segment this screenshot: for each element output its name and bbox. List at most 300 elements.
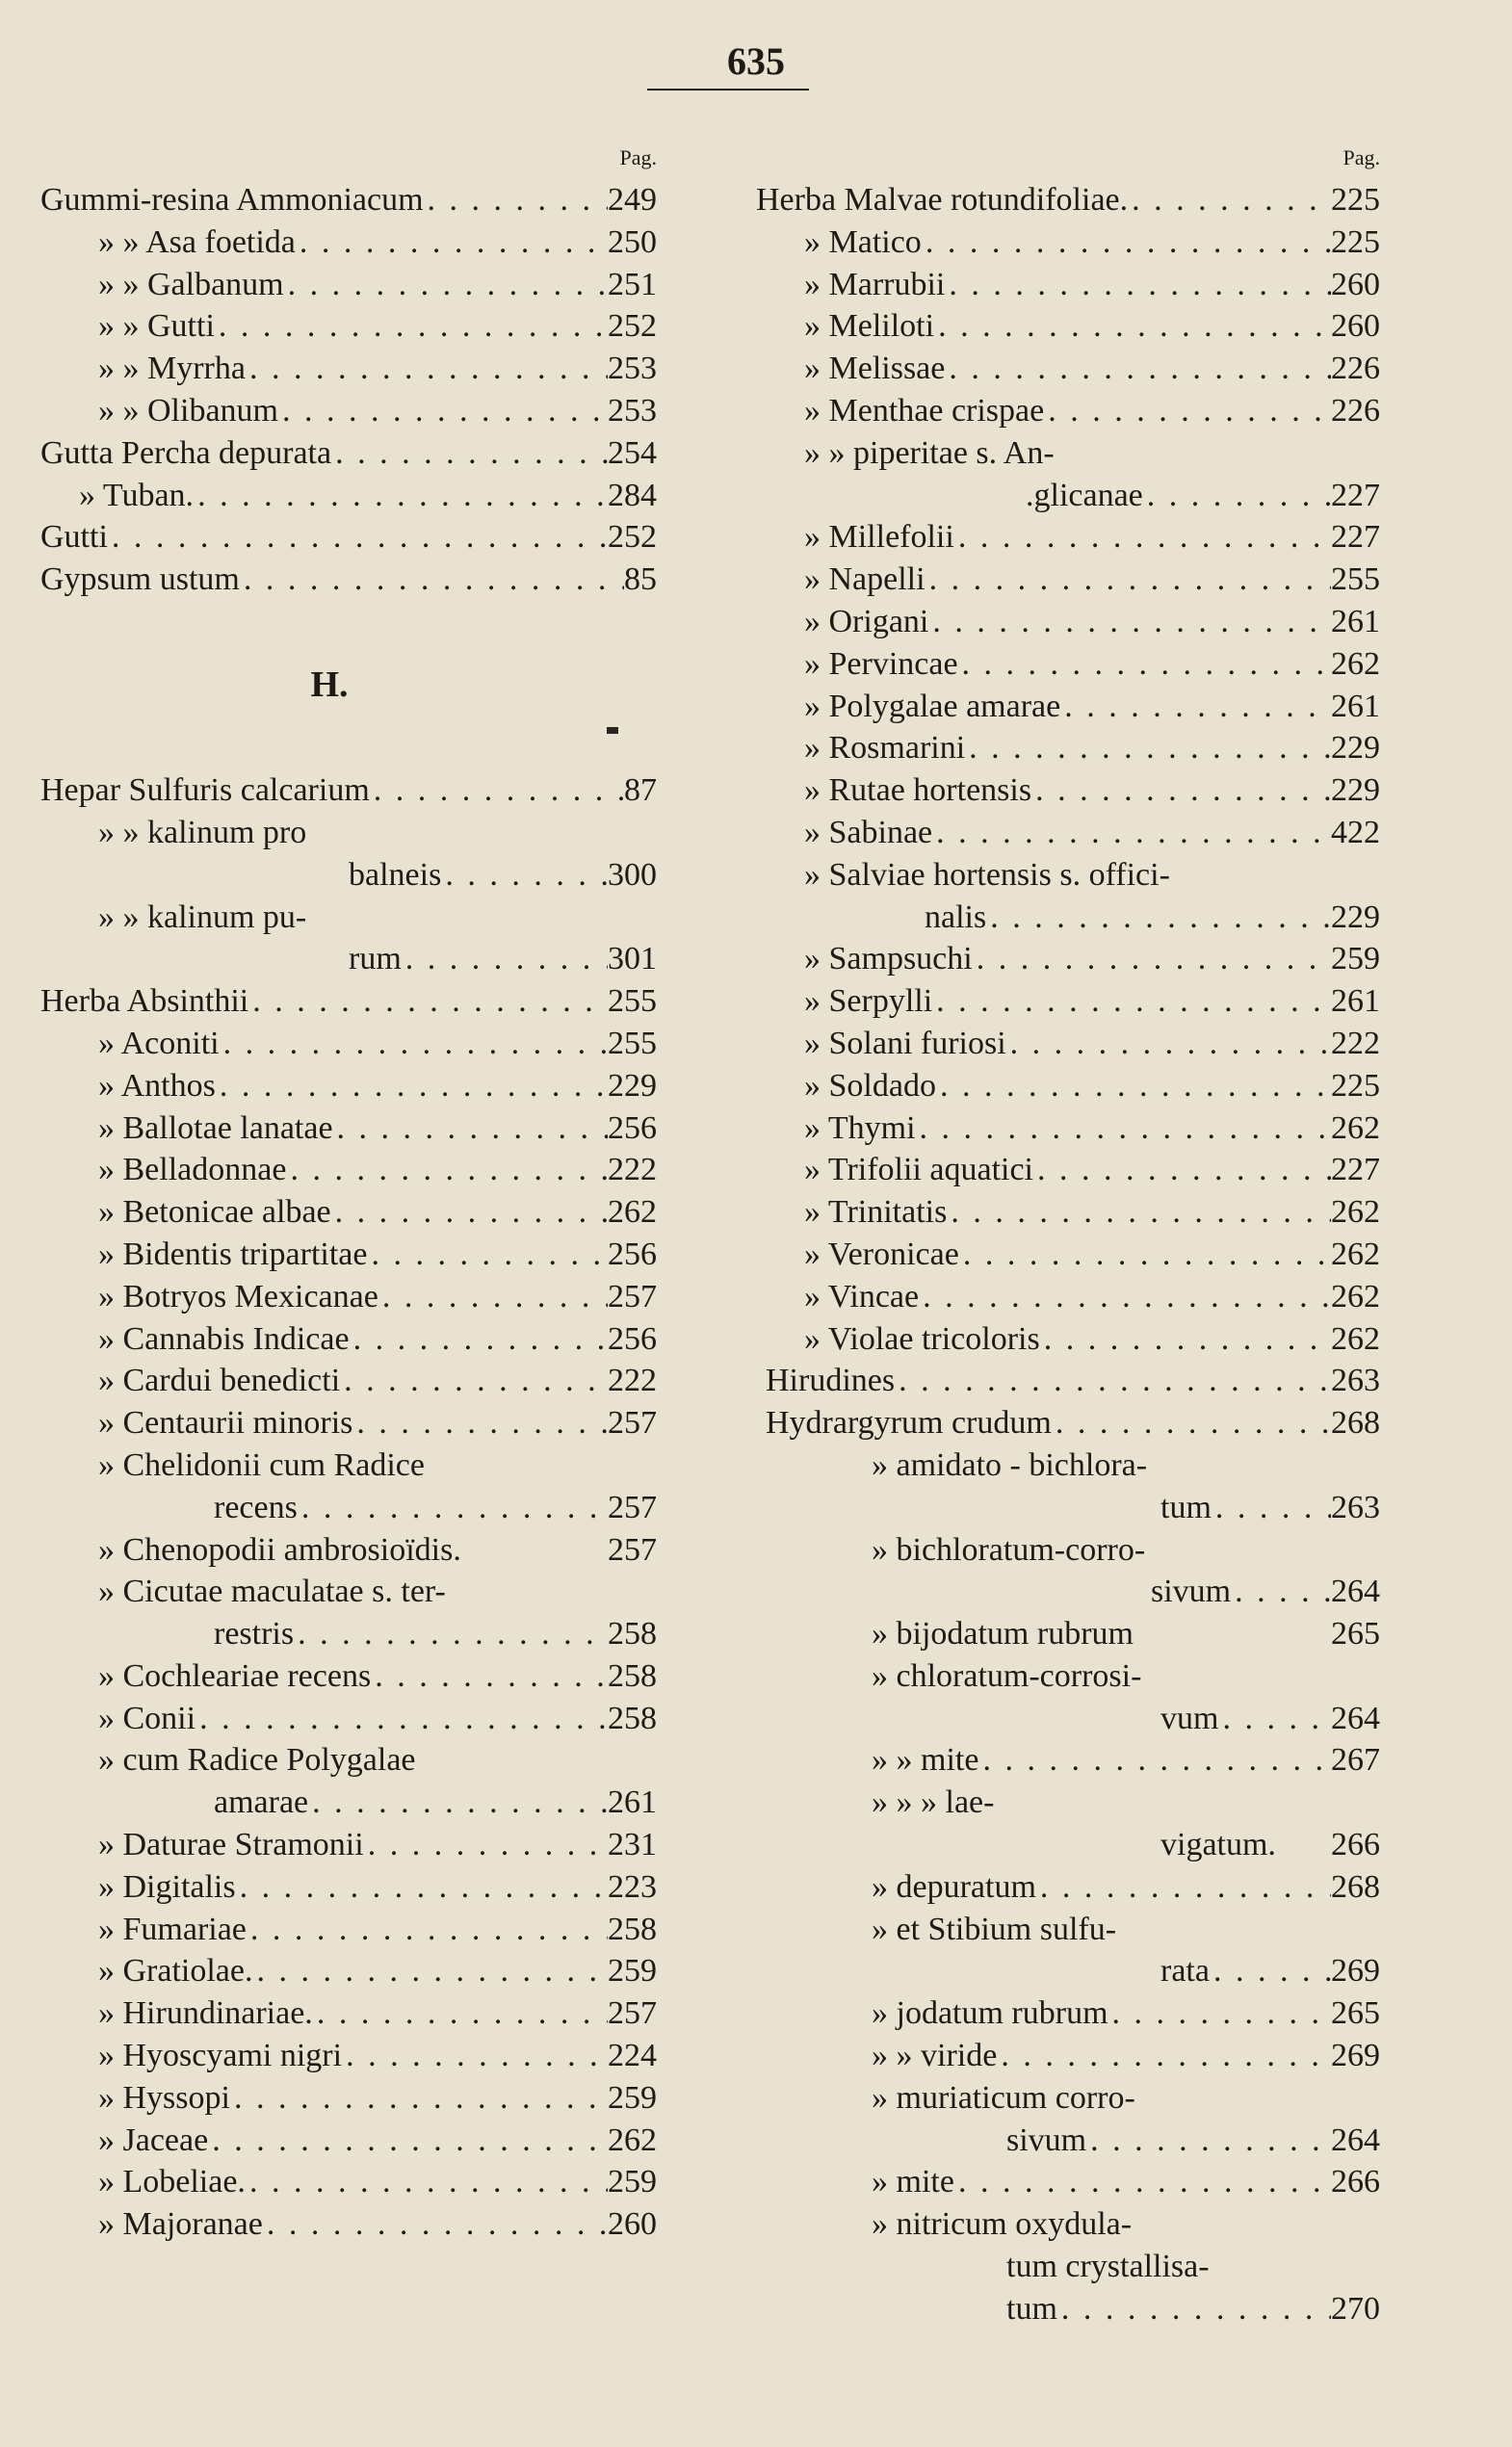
entry-page-number: 284 [608,477,657,513]
index-entry [756,601,1380,643]
dot-leader [925,559,1331,601]
entry-text: tum crystallisa- [1006,2249,1210,2285]
dot-leader [947,1191,1331,1234]
entry-page-number: 261 [1331,603,1380,639]
entry-page-number: 229 [608,1067,657,1104]
entry-text: » Cannabis Indicae [98,1320,350,1357]
index-entry [40,264,657,306]
entry-text: » muriaticum corro- [872,2079,1135,2116]
entry-text: vum [1160,1700,1219,1736]
index-entry [756,1107,1380,1150]
index-entry [40,516,657,559]
dot-leader [932,812,1331,854]
index-entry [756,2246,1380,2288]
dot-leader [196,1698,608,1740]
index-entry [756,1782,1380,1824]
index-entry [40,1992,657,2035]
entry-text: nalis [925,898,987,935]
entry-text: » Jaceae [98,2122,209,2158]
entry-text: » Salviae hortensis s. offici- [804,856,1170,893]
index-entry [756,897,1380,939]
entry-page-number: 256 [608,1236,657,1272]
entry-page-number: 258 [608,1657,657,1694]
dot-leader [364,1824,608,1866]
dot-leader [278,390,608,432]
entry-text: » Digitalis [98,1868,236,1905]
index-entry [40,2120,657,2162]
entry-page-number: 262 [1331,1278,1380,1315]
entry-page-number: 262 [608,1194,657,1231]
entry-text: » Belladonnae [98,1152,287,1188]
index-entry [40,812,657,854]
dot-leader [308,1782,608,1824]
entry-page-number: 225 [1331,1067,1380,1104]
dot-leader [1036,1866,1331,1909]
ornament-mark [40,727,657,769]
entry-page-number: 225 [1331,182,1380,218]
entry-page-number: 249 [608,182,657,218]
entry-page-number: 256 [608,1320,657,1357]
entry-page-number: 252 [608,519,657,556]
entry-text: » Aconiti [98,1025,220,1061]
entry-text: balneis [349,856,442,893]
index-entry [40,1529,657,1572]
entry-text: » Botryos Mexicanae [98,1278,378,1315]
dot-leader [1060,686,1331,728]
index-entry [756,1655,1380,1698]
entry-page-number: 262 [1331,1236,1380,1272]
dot-leader [916,1107,1331,1150]
index-entry [40,1571,657,1613]
index-entry [40,305,657,348]
entry-page-number: 270 [1331,2290,1380,2327]
entry-page-number: 85 [624,561,657,598]
entry-page-number: 224 [608,2038,657,2074]
index-entry [40,390,657,432]
index-entry [756,2120,1380,2162]
entry-text: » Violae tricoloris [804,1320,1040,1357]
entry-text: » Sabinae [804,814,933,850]
entry-text: » Meliloti [804,308,935,345]
entry-text: » Conii [98,1700,196,1736]
dot-leader [1128,179,1331,221]
index-entry [40,1950,657,1992]
entry-page-number: 268 [1331,1868,1380,1905]
entry-text: » » piperitae s. An- [804,434,1055,471]
dot-leader [997,2035,1331,2077]
index-entry [40,2077,657,2120]
entry-page-number: 301 [608,941,657,977]
entry-text: » Hyoscyami nigri [98,2038,343,2074]
dot-leader [371,1655,608,1698]
index-entry [756,179,1380,221]
dot-leader [424,179,608,221]
dot-leader [958,643,1331,686]
entry-page-number: 254 [608,434,657,471]
entry-text: » Pervincae [804,645,958,682]
dot-leader [216,1065,608,1107]
entry-page-number: 262 [1331,1109,1380,1146]
entry-page-number: 253 [608,351,657,387]
index-entry [756,686,1380,728]
entry-text: » Trinitatis [804,1194,948,1231]
dot-leader [1143,475,1331,517]
dot-leader [313,1992,608,2035]
entry-text: » » Myrrha [98,351,246,387]
entry-text: rata [1160,1953,1210,1990]
dot-leader [253,1950,609,1992]
index-entry [756,1739,1380,1782]
entry-page-number: 231 [608,1827,657,1863]
entry-text: sivum [1006,2122,1087,2158]
index-entry [756,559,1380,601]
index-entry [756,1866,1380,1909]
entry-text: » Rutae hortensis [804,772,1032,809]
dot-leader [1006,1023,1331,1065]
index-entry [756,1065,1380,1107]
index-entry [756,1909,1380,1951]
index-entry [756,2077,1380,2120]
dot-leader [928,601,1331,643]
index-entry [40,432,657,475]
entry-text: » Centaurii minoris [98,1405,353,1442]
entry-text: » Cochleariae recens [98,1657,372,1694]
index-entry [40,1445,657,1487]
dot-leader [240,559,624,601]
entry-text: » Tuban. [79,477,195,513]
dot-leader [402,938,608,980]
dot-leader [965,727,1331,769]
index-entry [40,1782,657,1824]
entry-text: » mite [872,2164,954,2200]
dot-leader [246,2161,608,2203]
index-entry [40,179,657,221]
dot-leader [340,1360,608,1402]
dot-leader [441,854,608,897]
dot-leader [1210,1950,1331,1992]
dot-leader [331,432,608,475]
entry-text: Hydrargyrum crudum [766,1405,1052,1442]
entry-text: » nitricum oxydula- [872,2206,1133,2243]
dot-leader [352,1402,608,1445]
index-entry [756,1445,1380,1487]
entry-text: » Menthae crispae [804,392,1045,429]
entry-text: » Napelli [804,561,925,598]
entry-text: » amidato - bichlora- [872,1446,1148,1483]
index-entry [756,1698,1380,1740]
dot-leader [1212,1487,1331,1529]
entry-text: » Cardui benedicti [98,1363,341,1399]
dot-leader [954,2161,1331,2203]
index-entry [756,390,1380,432]
dot-leader [350,1318,608,1361]
dot-leader [333,1107,608,1150]
index-entry [40,1909,657,1951]
dot-leader [1086,2120,1331,2162]
index-entry [40,1234,657,1276]
entry-page-number: 267 [1331,1742,1380,1779]
entry-page-number: 258 [608,1700,657,1736]
entry-page-number: 261 [608,1784,657,1821]
entry-text: » bijodatum rubrum [872,1616,1134,1653]
index-entry [756,1571,1380,1613]
entry-page-number: 255 [1331,561,1380,598]
entry-text: » » mite [872,1742,979,1779]
entry-text: » depuratum [872,1868,1036,1905]
entry-text: » Ballotae lanatae [98,1109,333,1146]
dot-leader [954,516,1331,559]
dot-leader [342,2035,608,2077]
dot-leader [215,305,608,348]
dot-leader [108,516,608,559]
dot-leader [286,1149,608,1191]
entry-text: » » kalinum pro [98,814,307,850]
entry-page-number: 229 [1331,898,1380,935]
index-entry [756,1487,1380,1529]
entry-text: tum [1160,1489,1212,1525]
entry-page-number: 269 [1331,1953,1380,1990]
dot-leader [1044,390,1331,432]
dot-leader [263,2203,608,2246]
entry-text: » Rosmarini [804,730,966,767]
entry-page-number: 259 [1331,941,1380,977]
index-entry [756,2161,1380,2203]
dot-leader [959,1234,1331,1276]
entry-text: » » kalinum pu- [98,898,307,935]
index-entry [756,1360,1380,1402]
entry-text: » » Olibanum [98,392,278,429]
page-number: 635 [727,39,785,83]
entry-page-number: 222 [608,1363,657,1399]
index-entry [40,1655,657,1698]
entry-text: Gutta Percha depurata [40,434,332,471]
entry-page-number: 256 [608,1109,657,1146]
index-entry [40,1065,657,1107]
entry-text: » Cicutae maculatae s. ter- [98,1574,446,1610]
index-entry [756,1234,1380,1276]
index-entry [40,1276,657,1318]
entry-page-number: 264 [1331,1700,1380,1736]
entry-text: » Gratiolae. [98,1953,253,1990]
entry-text: » Majoranae [98,2206,263,2243]
entry-page-number: 266 [1331,1827,1380,1863]
index-entry [756,812,1380,854]
entry-page-number: 264 [1331,1574,1380,1610]
entry-page-number: 260 [608,2206,657,2243]
index-entry [756,1992,1380,2035]
entry-text: » » viride [872,2038,998,2074]
index-entry [40,980,657,1023]
index-entry [756,348,1380,390]
entry-text: » Marrubii [804,266,946,302]
index-entry [40,1023,657,1065]
index-entry [40,2035,657,2077]
entry-page-number: 265 [1331,1616,1380,1653]
dot-leader [331,1191,608,1234]
index-entry [40,475,657,517]
index-entry [756,1023,1380,1065]
entry-text: » Lobeliae. [98,2164,246,2200]
entry-page-number: 260 [1331,308,1380,345]
entry-text: » Vincae [804,1278,920,1315]
dot-leader [934,305,1331,348]
dot-leader [248,980,608,1023]
dot-leader [230,2077,608,2120]
dot-leader [294,1613,608,1655]
entry-text: » Chelidonii cum Radice [98,1446,425,1483]
entry-text: restris [214,1616,295,1653]
index-entry [40,1149,657,1191]
index-entry [756,475,1380,517]
dot-leader [945,348,1331,390]
index-entry [756,1402,1380,1445]
index-entry [756,1824,1380,1866]
entry-page-number: 263 [1331,1363,1380,1399]
entry-text: » Betonicae albae [98,1194,331,1231]
index-entry [40,221,657,264]
entry-text: Herba Absinthii [40,983,249,1020]
entry-page-number: 87 [624,772,657,809]
entry-page-number: 250 [608,223,657,260]
dot-leader [919,1276,1331,1318]
index-entry [756,938,1380,980]
entry-text: Hirudines [766,1363,896,1399]
entry-text: Hepar Sulfuris calcarium [40,772,370,809]
left-index-lines [40,179,657,2246]
dot-leader [978,1739,1331,1782]
entry-page-number: 259 [608,2079,657,2116]
entry-text: amarae [214,1784,309,1821]
entry-text: » » » lae- [872,1784,995,1821]
index-entry [40,1487,657,1529]
dot-leader [370,769,624,812]
entry-text: rum [349,941,402,977]
dot-leader [208,2120,608,2162]
entry-page-number: 257 [608,1405,657,1442]
index-entry [40,1191,657,1234]
index-entry [756,1613,1380,1655]
entry-page-number: 262 [1331,645,1380,682]
entry-text: .glicanae [1026,477,1143,513]
entry-page-number: 263 [1331,1489,1380,1525]
dot-leader [247,1909,608,1951]
entry-page-number: 222 [1331,1025,1380,1061]
dot-leader [1033,1149,1331,1191]
entry-text: » Sampsuchi [804,941,973,977]
entry-page-number: 265 [1331,1995,1380,2032]
entry-page-number: 223 [608,1868,657,1905]
dot-leader [236,1866,608,1909]
entry-page-number: 222 [608,1152,657,1188]
entry-page-number: 269 [1331,2038,1380,2074]
entry-page-number: 251 [608,266,657,302]
dot-leader [895,1360,1331,1402]
dot-leader [378,1276,608,1318]
entry-text: Gypsum ustum [40,561,240,598]
entry-page-number: 252 [608,308,657,345]
entry-page-number: 262 [608,2122,657,2158]
entry-page-number: 255 [608,983,657,1020]
index-entry [40,897,657,939]
index-entry [40,2161,657,2203]
dot-leader [194,475,608,517]
entry-text: tum [1006,2290,1057,2327]
ornament-dash-icon [607,727,618,734]
entry-text: » » Gutti [98,308,215,345]
index-entry [40,1107,657,1150]
pag-label-right: Pag. [1343,145,1380,169]
entry-page-number: 300 [608,856,657,893]
entry-page-number: 227 [1331,477,1380,513]
entry-text: » Chenopodii ambrosioïdis. [98,1531,461,1568]
index-entry [756,1149,1380,1191]
entry-text: » Soldado [804,1067,936,1104]
entry-text: sivum [1151,1574,1232,1610]
entry-text: » Solani furiosi [804,1025,1006,1061]
entry-text: » Bidentis tripartitae [98,1236,368,1272]
entry-text: » bichloratum-corro- [872,1531,1146,1568]
index-entry [40,2203,657,2246]
entry-page-number: 262 [1331,1194,1380,1231]
dot-leader [1040,1318,1331,1361]
section-heading-text: H. [310,664,349,705]
entry-page-number: 262 [1331,1320,1380,1357]
index-entry [40,854,657,897]
entry-text: » Thymi [804,1109,916,1146]
index-entry [40,1613,657,1655]
dot-leader [1052,1402,1331,1445]
dot-leader [246,348,608,390]
right-column [756,137,1380,2330]
index-entry [756,727,1380,769]
dot-leader [296,221,608,264]
index-entry [40,1866,657,1909]
entry-text: » » Galbanum [98,266,284,302]
index-entry [756,2035,1380,2077]
entry-page-number: 229 [1331,730,1380,767]
entry-text: » Polygalae amarae [804,688,1061,724]
entry-text: » Matico [804,223,922,260]
dot-leader [1057,2288,1331,2330]
entry-text: » Melissae [804,351,946,387]
entry-text: » Trifolii aquatici [804,1152,1033,1188]
index-entry [756,769,1380,812]
entry-text: » Millefolii [804,519,954,556]
index-entry [756,1950,1380,1992]
entry-text: » et Stibium sulfu- [872,1911,1117,1947]
index-entry [40,769,657,812]
entry-page-number: 226 [1331,392,1380,429]
index-entry [40,1318,657,1361]
index-entry [40,1698,657,1740]
entry-text: » Daturae Stramonii [98,1827,364,1863]
index-entry [756,305,1380,348]
entry-text: » Serpylli [804,983,933,1020]
index-entry [756,264,1380,306]
entry-page-number: 261 [1331,983,1380,1020]
entry-page-number: 260 [1331,266,1380,302]
index-entry [756,1529,1380,1572]
index-entry [40,559,657,601]
index-entry [756,643,1380,686]
entry-page-number: 266 [1331,2164,1380,2200]
index-entry [756,980,1380,1023]
header-rule [647,89,809,91]
section-heading [40,643,657,728]
entry-text: » Origani [804,603,929,639]
dot-leader [284,264,608,306]
index-entry [756,1318,1380,1361]
